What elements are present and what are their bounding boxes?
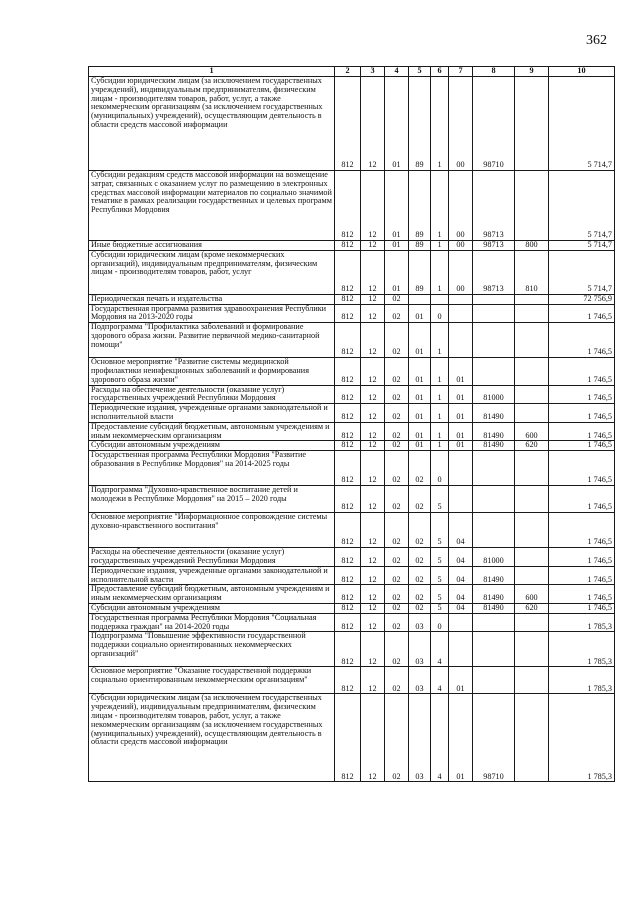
code-cell-c2: 812	[335, 585, 361, 604]
code-cell-c7: 01	[449, 358, 473, 385]
code-cell-c6: 5	[431, 513, 449, 548]
code-cell-c5	[409, 294, 431, 304]
code-cell-c6: 4	[431, 667, 449, 694]
code-cell-c8	[473, 632, 515, 667]
code-cell-c3: 12	[361, 441, 385, 451]
code-cell-c7	[449, 486, 473, 513]
code-cell-c7: 00	[449, 241, 473, 251]
code-cell-c7: 00	[449, 77, 473, 171]
code-cell-c2: 812	[335, 566, 361, 585]
table-row	[89, 513, 615, 548]
code-cell-c6: 5	[431, 566, 449, 585]
code-cell-c3: 12	[361, 404, 385, 423]
table-row	[89, 77, 615, 171]
code-cell-c7	[449, 294, 473, 304]
code-cell-c3: 12	[361, 171, 385, 241]
row-name-cell: Подпрограмма "Повышение эффективности государственной поддержки социально ориентированных некоммерческих организаций"	[89, 632, 335, 667]
row-name-cell: Субсидии автономным учреждениям	[89, 603, 335, 613]
column-header-6: 6	[431, 67, 449, 77]
code-cell-c2: 812	[335, 613, 361, 632]
row-name-cell: Предоставление субсидий бюджетным, автономным учреждениям и иным некоммерческим организациям	[89, 585, 335, 604]
code-cell-c5: 89	[409, 241, 431, 251]
row-name-cell: Субсидии редакциям средств массовой информации на возмещение затрат, связанных с оказанием услуг по размещению в электронных средствах массовой информации материалов по социально значимой тематике в рамках реализации государственных и целевых программ Республики Мордовия	[89, 171, 335, 241]
code-cell-c7: 01	[449, 694, 473, 782]
code-cell-c3: 12	[361, 77, 385, 171]
row-name-cell: Периодические издания, учрежденные органами законодательной и исполнительной власти	[89, 404, 335, 423]
code-cell-c9	[515, 77, 549, 171]
amount-cell: 1 746,5	[549, 603, 615, 613]
amount-cell: 1 746,5	[549, 566, 615, 585]
amount-cell: 1 746,5	[549, 548, 615, 567]
code-cell-c5: 02	[409, 566, 431, 585]
code-cell-c3: 12	[361, 358, 385, 385]
code-cell-c5: 02	[409, 585, 431, 604]
code-cell-c7	[449, 451, 473, 486]
amount-cell: 1 746,5	[549, 441, 615, 451]
code-cell-c7: 01	[449, 385, 473, 404]
table-row	[89, 250, 615, 294]
code-cell-c4: 02	[385, 513, 409, 548]
code-cell-c9: 620	[515, 441, 549, 451]
code-cell-c5: 03	[409, 613, 431, 632]
code-cell-c4: 02	[385, 603, 409, 613]
code-cell-c3: 12	[361, 613, 385, 632]
table-row	[89, 632, 615, 667]
code-cell-c6: 1	[431, 171, 449, 241]
code-cell-c4: 02	[385, 585, 409, 604]
column-header-7: 7	[449, 67, 473, 77]
code-cell-c9	[515, 385, 549, 404]
row-name-cell: Субсидии автономным учреждениям	[89, 441, 335, 451]
table-row	[89, 422, 615, 441]
code-cell-c6: 0	[431, 451, 449, 486]
code-cell-c9	[515, 486, 549, 513]
code-cell-c9	[515, 513, 549, 548]
code-cell-c3: 12	[361, 451, 385, 486]
code-cell-c9	[515, 171, 549, 241]
code-cell-c6: 1	[431, 77, 449, 171]
amount-cell: 1 746,5	[549, 486, 615, 513]
column-header-2: 2	[335, 67, 361, 77]
code-cell-c8	[473, 451, 515, 486]
column-header-8: 8	[473, 67, 515, 77]
row-name-cell: Основное мероприятие "Оказание государственной поддержки социально ориентированным некоммерческим организациям"	[89, 667, 335, 694]
code-cell-c4: 02	[385, 566, 409, 585]
table-row	[89, 451, 615, 486]
code-cell-c4: 01	[385, 171, 409, 241]
code-cell-c7	[449, 632, 473, 667]
amount-cell: 5 714,7	[549, 250, 615, 294]
table-row	[89, 323, 615, 358]
table-row	[89, 404, 615, 423]
code-cell-c6: 5	[431, 548, 449, 567]
code-cell-c8: 81490	[473, 566, 515, 585]
table-row	[89, 694, 615, 782]
code-cell-c3: 12	[361, 323, 385, 358]
code-cell-c7: 01	[449, 404, 473, 423]
code-cell-c3: 12	[361, 304, 385, 323]
code-cell-c9: 600	[515, 585, 549, 604]
code-cell-c3: 12	[361, 513, 385, 548]
code-cell-c9	[515, 613, 549, 632]
code-cell-c3: 12	[361, 486, 385, 513]
code-cell-c5: 02	[409, 513, 431, 548]
table-row	[89, 613, 615, 632]
row-name-cell: Подпрограмма "Духовно-нравственное воспитание детей и молодежи в Республике Мордовия" на 2015 – 2020 годы	[89, 486, 335, 513]
code-cell-c2: 812	[335, 513, 361, 548]
row-name-cell: Государственная программа Республики Мордовия "Социальная поддержка граждан" на 2014-2020 годы	[89, 613, 335, 632]
code-cell-c3: 12	[361, 548, 385, 567]
table-row	[89, 603, 615, 613]
code-cell-c5: 89	[409, 77, 431, 171]
code-cell-c2: 812	[335, 385, 361, 404]
code-cell-c5: 89	[409, 250, 431, 294]
amount-cell: 1 746,5	[549, 585, 615, 604]
code-cell-c4: 02	[385, 632, 409, 667]
row-name-cell: Государственная программа развития здравоохранения Республики Мордовия на 2013-2020 годы	[89, 304, 335, 323]
amount-cell: 5 714,7	[549, 77, 615, 171]
code-cell-c6: 1	[431, 323, 449, 358]
code-cell-c8: 81000	[473, 548, 515, 567]
code-cell-c3: 12	[361, 241, 385, 251]
amount-cell: 1 746,5	[549, 404, 615, 423]
code-cell-c4: 01	[385, 77, 409, 171]
code-cell-c5: 03	[409, 667, 431, 694]
row-name-cell: Периодическая печать и издательства	[89, 294, 335, 304]
code-cell-c6: 1	[431, 358, 449, 385]
code-cell-c2: 812	[335, 603, 361, 613]
amount-cell: 1 785,3	[549, 694, 615, 782]
code-cell-c2: 812	[335, 404, 361, 423]
code-cell-c8: 81490	[473, 404, 515, 423]
code-cell-c6: 1	[431, 241, 449, 251]
code-cell-c8: 81000	[473, 385, 515, 404]
amount-cell: 72 756,9	[549, 294, 615, 304]
code-cell-c7	[449, 304, 473, 323]
table-row	[89, 385, 615, 404]
table-row	[89, 667, 615, 694]
code-cell-c9: 800	[515, 241, 549, 251]
code-cell-c8	[473, 613, 515, 632]
code-cell-c5: 01	[409, 358, 431, 385]
row-name-cell: Основное мероприятие "Развитие системы медицинской профилактики неинфекционных заболеваний и формирования здорового образа жизни"	[89, 358, 335, 385]
column-header-9: 9	[515, 67, 549, 77]
code-cell-c2: 812	[335, 323, 361, 358]
code-cell-c2: 812	[335, 241, 361, 251]
page-number: 362	[586, 33, 607, 48]
code-cell-c9	[515, 632, 549, 667]
column-header-1: 1	[89, 67, 335, 77]
code-cell-c4: 02	[385, 358, 409, 385]
code-cell-c5: 01	[409, 385, 431, 404]
column-header-5: 5	[409, 67, 431, 77]
code-cell-c6: 0	[431, 304, 449, 323]
code-cell-c4: 02	[385, 441, 409, 451]
table-header-row	[89, 67, 615, 77]
code-cell-c3: 12	[361, 694, 385, 782]
amount-cell: 5 714,7	[549, 241, 615, 251]
code-cell-c8	[473, 358, 515, 385]
amount-cell: 1 746,5	[549, 385, 615, 404]
row-name-cell: Подпрограмма "Профилактика заболеваний и формирование здорового образа жизни. Развитие первичной медико-санитарной помощи"	[89, 323, 335, 358]
code-cell-c5: 02	[409, 451, 431, 486]
code-cell-c5: 02	[409, 548, 431, 567]
code-cell-c2: 812	[335, 294, 361, 304]
code-cell-c4: 01	[385, 250, 409, 294]
code-cell-c2: 812	[335, 548, 361, 567]
code-cell-c6: 0	[431, 613, 449, 632]
code-cell-c4: 02	[385, 548, 409, 567]
code-cell-c3: 12	[361, 632, 385, 667]
amount-cell: 1 746,5	[549, 304, 615, 323]
code-cell-c8	[473, 294, 515, 304]
code-cell-c2: 812	[335, 77, 361, 171]
code-cell-c9	[515, 548, 549, 567]
code-cell-c4: 02	[385, 694, 409, 782]
budget-table	[88, 66, 615, 782]
code-cell-c8	[473, 667, 515, 694]
code-cell-c2: 812	[335, 304, 361, 323]
code-cell-c6	[431, 294, 449, 304]
code-cell-c5: 01	[409, 323, 431, 358]
row-name-cell: Субсидии юридическим лицам (кроме некоммерческих организаций), индивидуальным предпринимателям, физическим лицам - производителям товаров, работ, услуг	[89, 250, 335, 294]
code-cell-c4: 02	[385, 404, 409, 423]
code-cell-c5: 01	[409, 441, 431, 451]
code-cell-c6: 5	[431, 486, 449, 513]
code-cell-c9	[515, 294, 549, 304]
table-row	[89, 294, 615, 304]
code-cell-c6: 5	[431, 603, 449, 613]
amount-cell: 1 746,5	[549, 323, 615, 358]
code-cell-c8: 98710	[473, 694, 515, 782]
row-name-cell: Расходы на обеспечение деятельности (оказание услуг) государственных учреждений Республики Мордовия	[89, 548, 335, 567]
code-cell-c7: 00	[449, 250, 473, 294]
code-cell-c8	[473, 486, 515, 513]
code-cell-c7: 04	[449, 548, 473, 567]
code-cell-c7	[449, 613, 473, 632]
table-row	[89, 304, 615, 323]
table-row	[89, 486, 615, 513]
table-body	[89, 77, 615, 782]
row-name-cell: Предоставление субсидий бюджетным, автономным учреждениям и иным некоммерческим организациям	[89, 422, 335, 441]
code-cell-c7: 01	[449, 422, 473, 441]
code-cell-c6: 5	[431, 585, 449, 604]
code-cell-c7: 01	[449, 667, 473, 694]
code-cell-c3: 12	[361, 566, 385, 585]
code-cell-c8	[473, 304, 515, 323]
table-row	[89, 358, 615, 385]
code-cell-c5: 02	[409, 603, 431, 613]
code-cell-c9	[515, 694, 549, 782]
code-cell-c2: 812	[335, 632, 361, 667]
code-cell-c2: 812	[335, 171, 361, 241]
code-cell-c5: 01	[409, 304, 431, 323]
code-cell-c5: 03	[409, 632, 431, 667]
code-cell-c3: 12	[361, 250, 385, 294]
code-cell-c4: 02	[385, 385, 409, 404]
code-cell-c7: 01	[449, 441, 473, 451]
table-row	[89, 566, 615, 585]
amount-cell: 1 785,3	[549, 632, 615, 667]
amount-cell: 1 746,5	[549, 513, 615, 548]
row-name-cell: Периодические издания, учрежденные органами законодательной и исполнительной власти	[89, 566, 335, 585]
code-cell-c2: 812	[335, 486, 361, 513]
row-name-cell: Основное мероприятие "Информационное сопровождение системы духовно-нравственного воспитания"	[89, 513, 335, 548]
code-cell-c8	[473, 513, 515, 548]
code-cell-c8: 98713	[473, 250, 515, 294]
code-cell-c9	[515, 566, 549, 585]
code-cell-c2: 812	[335, 441, 361, 451]
code-cell-c5: 03	[409, 694, 431, 782]
code-cell-c8: 81490	[473, 585, 515, 604]
code-cell-c8: 81490	[473, 603, 515, 613]
code-cell-c9: 600	[515, 422, 549, 441]
code-cell-c6: 1	[431, 404, 449, 423]
code-cell-c4: 01	[385, 241, 409, 251]
table-row	[89, 548, 615, 567]
code-cell-c6: 1	[431, 422, 449, 441]
code-cell-c6: 1	[431, 250, 449, 294]
code-cell-c5: 89	[409, 171, 431, 241]
table-row	[89, 585, 615, 604]
code-cell-c2: 812	[335, 451, 361, 486]
amount-cell: 5 714,7	[549, 171, 615, 241]
row-name-cell: Расходы на обеспечение деятельности (оказание услуг) государственных учреждений Республики Мордовия	[89, 385, 335, 404]
code-cell-c9: 620	[515, 603, 549, 613]
code-cell-c7: 04	[449, 585, 473, 604]
row-name-cell: Государственная программа Республики Мордовия "Развитие образования в Республике Мордовия" на 2014-2025 годы	[89, 451, 335, 486]
code-cell-c4: 02	[385, 422, 409, 441]
code-cell-c5: 01	[409, 404, 431, 423]
code-cell-c4: 02	[385, 451, 409, 486]
code-cell-c2: 812	[335, 250, 361, 294]
code-cell-c7: 04	[449, 566, 473, 585]
code-cell-c6: 4	[431, 694, 449, 782]
code-cell-c2: 812	[335, 694, 361, 782]
table-row	[89, 171, 615, 241]
amount-cell: 1 746,5	[549, 422, 615, 441]
code-cell-c5: 02	[409, 486, 431, 513]
amount-cell: 1 746,5	[549, 358, 615, 385]
code-cell-c2: 812	[335, 667, 361, 694]
code-cell-c7	[449, 323, 473, 358]
row-name-cell: Иные бюджетные ассигнования	[89, 241, 335, 251]
code-cell-c4: 02	[385, 323, 409, 358]
code-cell-c5: 01	[409, 422, 431, 441]
code-cell-c4: 02	[385, 613, 409, 632]
table-row	[89, 241, 615, 251]
code-cell-c7: 04	[449, 513, 473, 548]
column-header-3: 3	[361, 67, 385, 77]
amount-cell: 1 785,3	[549, 667, 615, 694]
code-cell-c9	[515, 304, 549, 323]
code-cell-c3: 12	[361, 422, 385, 441]
code-cell-c9	[515, 404, 549, 423]
code-cell-c8: 81490	[473, 441, 515, 451]
code-cell-c4: 02	[385, 304, 409, 323]
row-name-cell: Субсидии юридическим лицам (за исключением государственных учреждений), индивидуальным предпринимателям, физическим лицам - производителям товаров, работ, услуг, а также некоммерческим организациям (за исключением государственных (муниципальных) учреждений), осуществляющим деятельность в области средств массовой информации	[89, 77, 335, 171]
amount-cell: 1 785,3	[549, 613, 615, 632]
code-cell-c7: 04	[449, 603, 473, 613]
code-cell-c4: 02	[385, 294, 409, 304]
row-name-cell: Субсидии юридическим лицам (за исключением государственных учреждений), индивидуальным предпринимателям, физическим лицам - производителям товаров, работ, услуг, а также некоммерческим организациям (за исключением государственных (муниципальных) учреждений), осуществляющим деятельность в области средств массовой информации	[89, 694, 335, 782]
code-cell-c3: 12	[361, 294, 385, 304]
amount-cell: 1 746,5	[549, 451, 615, 486]
code-cell-c9	[515, 323, 549, 358]
code-cell-c6: 4	[431, 632, 449, 667]
code-cell-c3: 12	[361, 603, 385, 613]
code-cell-c8: 98710	[473, 77, 515, 171]
code-cell-c8: 98713	[473, 241, 515, 251]
code-cell-c6: 1	[431, 441, 449, 451]
code-cell-c7: 00	[449, 171, 473, 241]
code-cell-c8: 98713	[473, 171, 515, 241]
code-cell-c6: 1	[431, 385, 449, 404]
column-header-10: 10	[549, 67, 615, 77]
code-cell-c9	[515, 358, 549, 385]
code-cell-c9	[515, 667, 549, 694]
code-cell-c2: 812	[335, 358, 361, 385]
code-cell-c8	[473, 323, 515, 358]
code-cell-c9: 810	[515, 250, 549, 294]
code-cell-c4: 02	[385, 667, 409, 694]
code-cell-c3: 12	[361, 585, 385, 604]
column-header-4: 4	[385, 67, 409, 77]
code-cell-c8: 81490	[473, 422, 515, 441]
code-cell-c4: 02	[385, 486, 409, 513]
code-cell-c3: 12	[361, 385, 385, 404]
code-cell-c3: 12	[361, 667, 385, 694]
code-cell-c9	[515, 451, 549, 486]
code-cell-c2: 812	[335, 422, 361, 441]
